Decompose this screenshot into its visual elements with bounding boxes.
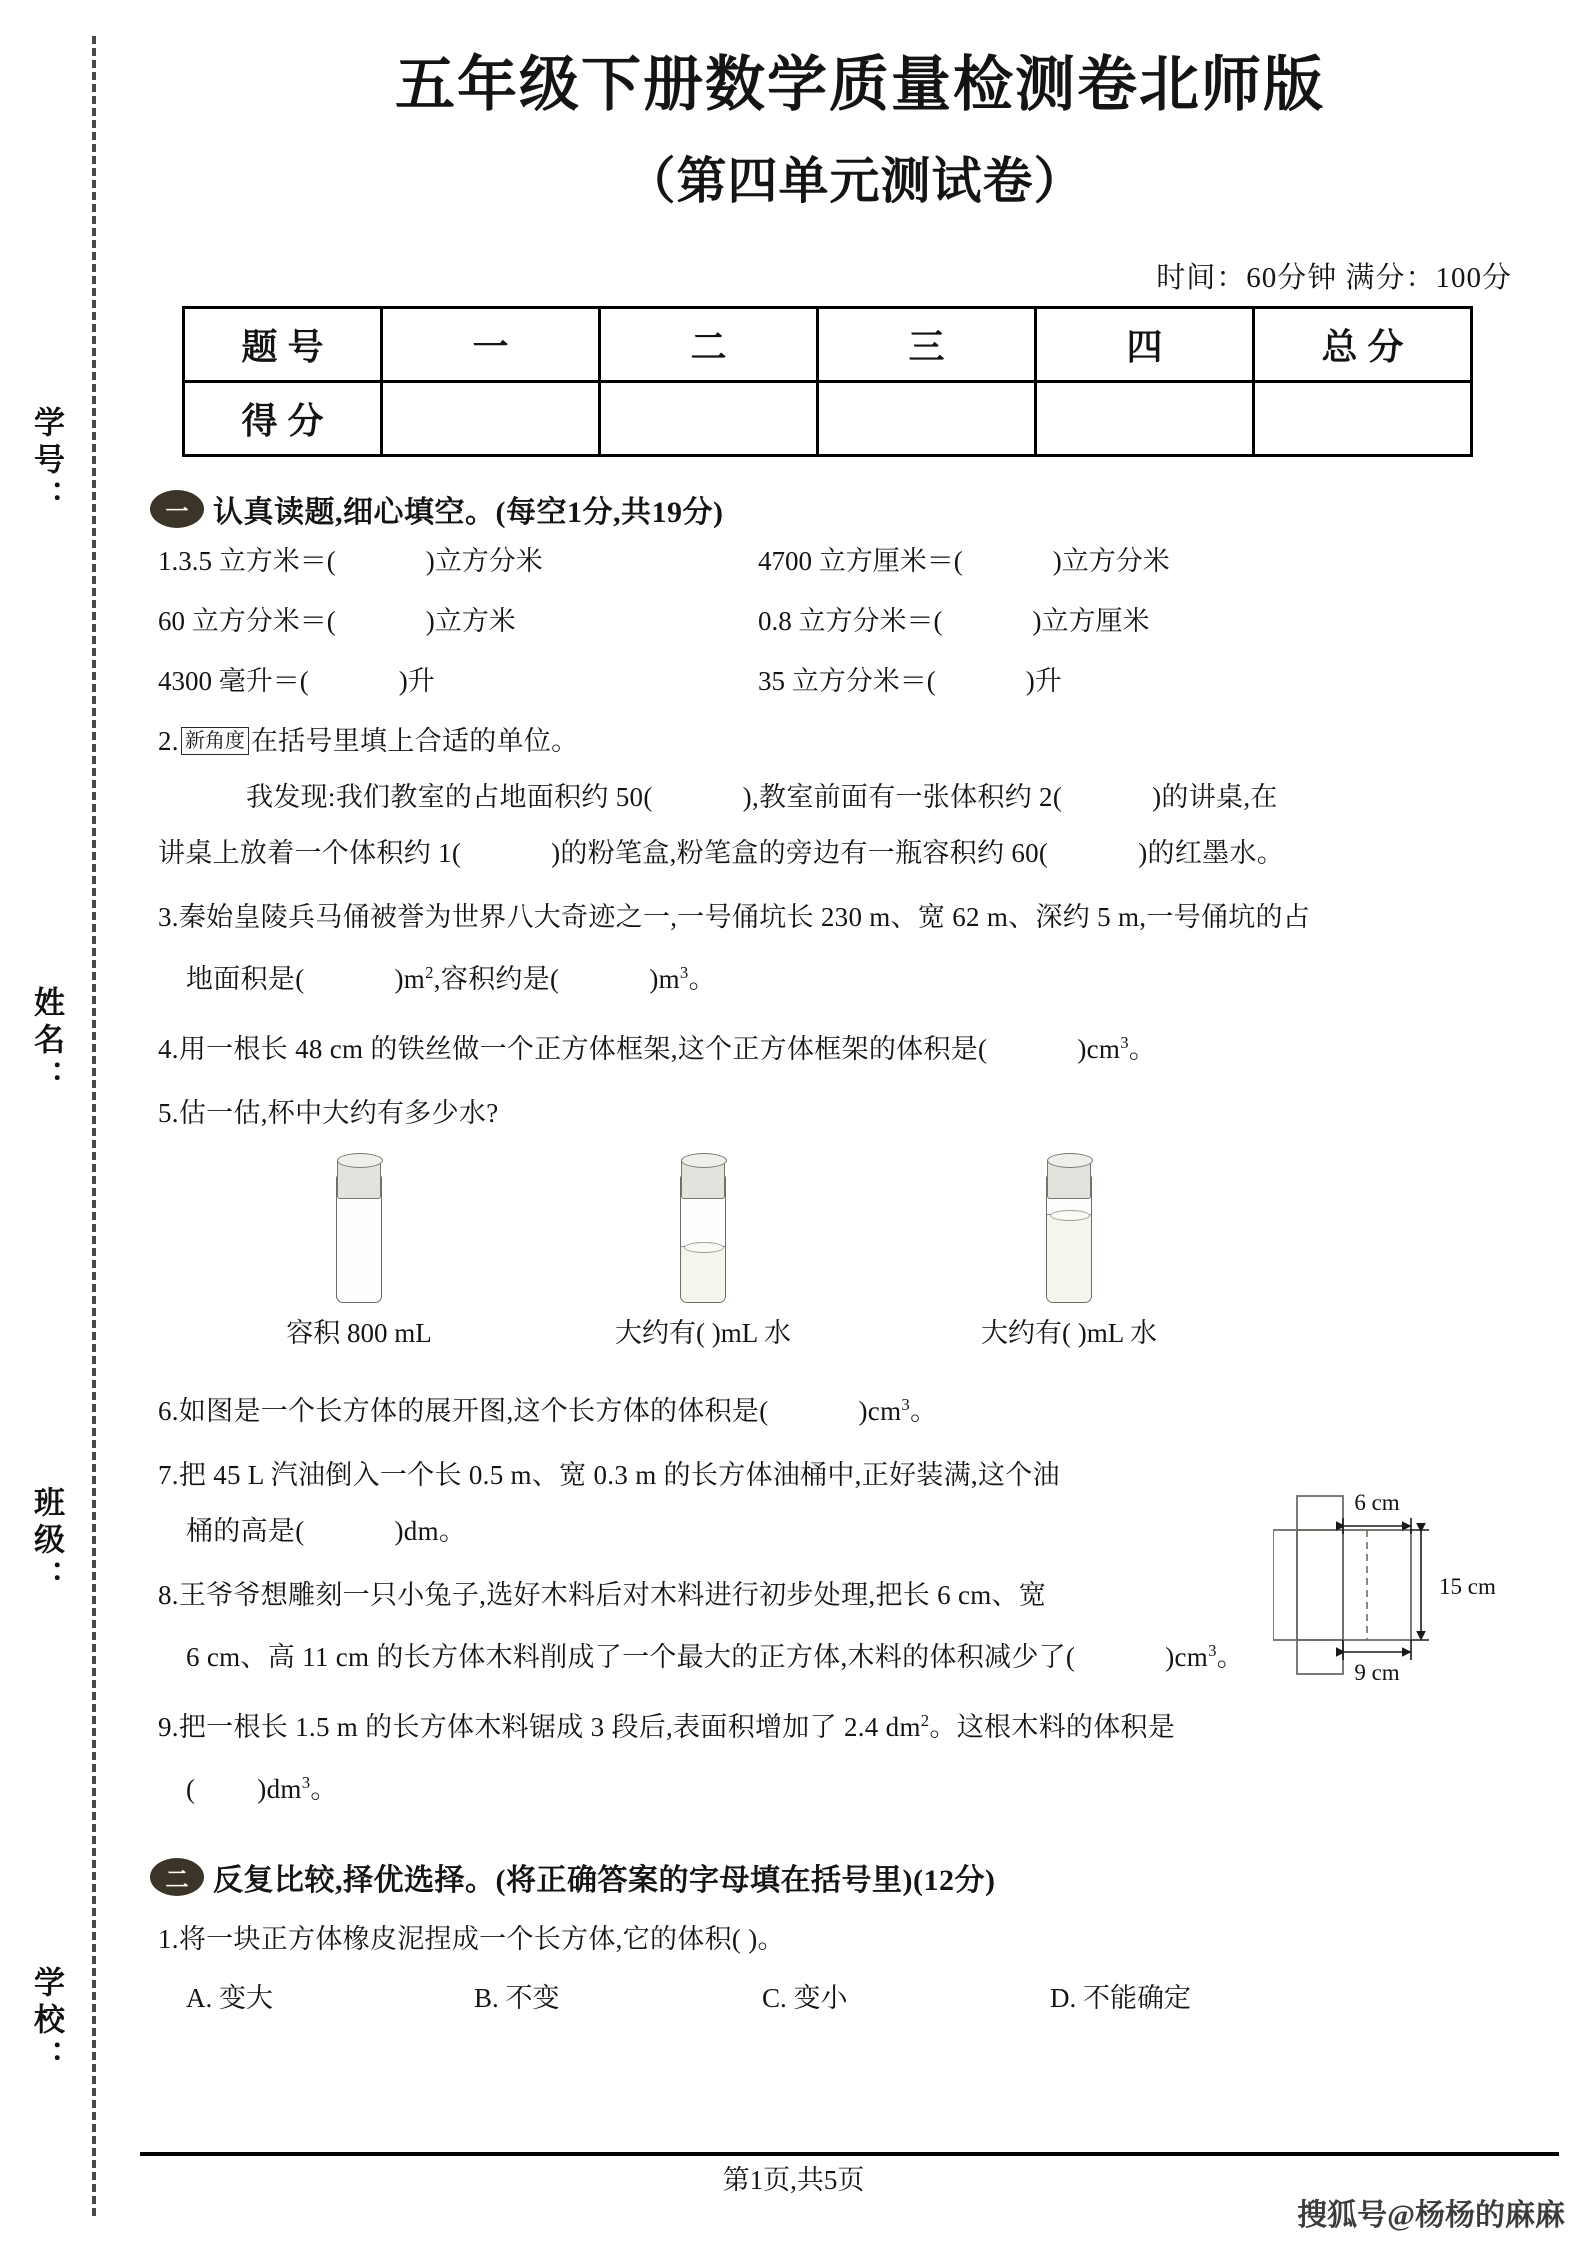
net-label-15cm: 15 cm [1439, 1574, 1496, 1599]
score-cell-4[interactable] [1254, 382, 1472, 456]
option-c[interactable]: C. 变小 [762, 1983, 848, 2014]
page-subtitle: （第四单元测试卷） [625, 153, 1085, 210]
question-9-line-1: 9.把一根长 1.5 m 的长方体木料锯成 3 段后,表面积增加了 2.4 $dm^2$。这根木料的体积是 [158, 1711, 1176, 1743]
bottle-3-cap [1047, 1159, 1091, 1199]
choice-question-1-options [140, 1973, 1560, 2023]
question-7-line-1: 7.把 45 L 汽油倒入一个长 0.5 m、宽 0.3 m 的长方体油桶中,正好装满,这个油 [158, 1460, 1060, 1491]
question-2-stem: 2. 新角度 在括号里填上合适的单位。 [158, 726, 579, 757]
bottle-2-caption: 大约有( )mL 水 [615, 1318, 791, 1349]
choice-question-1: 1.将一块正方体橡皮泥捏成一个长方体,它的体积( )。 [158, 1924, 785, 1955]
score-cell-0[interactable] [382, 382, 600, 456]
score-cell-1[interactable] [600, 382, 818, 456]
question-2 [140, 713, 1560, 881]
question-3 [140, 889, 1560, 1007]
score-cell-2[interactable] [818, 382, 1036, 456]
question-9-line-2: ( )$dm^3$。 [186, 1773, 338, 1805]
question-4: 4.用一根长 48 cm 的铁丝做一个正方体框架,这个正方体框架的体积是( )$cm^3$。 [158, 1033, 1157, 1065]
side-label-student-id: 学号： [29, 406, 64, 517]
question-1-item-2: 60 立方分米＝( )立方米 [158, 606, 516, 637]
bottle-3-caption: 大约有( )mL 水 [981, 1318, 1157, 1349]
score-table-col-1: 二 [600, 308, 818, 382]
section-title-one: 认真读题,细心填空。(每空1分,共19分) [213, 496, 724, 530]
question-tag-new-angle: 新角度 [181, 727, 249, 755]
dashed-cut-line [92, 36, 96, 2216]
watermark: 搜狐号@杨杨的麻麻 [1297, 2199, 1565, 2232]
section-heading-two [140, 1855, 1560, 1899]
question-3-line-2: 地面积是( )$m^2$,容积约是( )$m^3$。 [186, 963, 716, 995]
score-table-col-3: 四 [1036, 308, 1254, 382]
score-table-row-label-0: 题号 [184, 308, 382, 382]
bottle-2 [615, 1153, 791, 1349]
exam-content [140, 0, 1560, 2245]
side-label-name: 姓名： [29, 986, 64, 1097]
rectangular-prism-net-diagram [1273, 1488, 1573, 1703]
bottle-1 [286, 1153, 432, 1349]
bottle-1-caption: 容积 800 mL [286, 1318, 432, 1349]
section-title-two: 反复比较,择优选择。(将正确答案的字母填在括号里)(12分) [213, 1864, 996, 1898]
option-b[interactable]: B. 不变 [474, 1983, 560, 2014]
net-label-6cm: 6 cm [1354, 1490, 1400, 1515]
page-title: 五年级下册数学质量检测卷北师版 [395, 52, 1325, 118]
table-row-header [184, 308, 1472, 382]
score-table-col-4: 总分 [1254, 308, 1472, 382]
footer-divider [140, 2152, 1559, 2156]
footer-page-number: 第1页,共5页 [707, 2158, 881, 2197]
exam-meta: 时间：60分钟 满分：100分 [1156, 262, 1512, 295]
question-8-line-1: 8.王爷爷想雕刻一只小兔子,选好木料后对木料进行初步处理,把长 6 cm、宽 [158, 1580, 1047, 1611]
water-bottle-illustrations [140, 1153, 1560, 1349]
question-2-line-2: 讲桌上放着一个体积约 1( )的粉笔盒,粉笔盒的旁边有一瓶容积约 60( )的红墨水。 [158, 838, 1285, 869]
question-1-item-5: 35 立方分米＝( )升 [758, 666, 1062, 697]
score-table [182, 306, 1473, 457]
question-1-item-4: 4300 毫升＝( )升 [158, 666, 435, 697]
question-6: 6.如图是一个长方体的展开图,这个长方体的体积是( )$cm^3$。 [158, 1395, 938, 1427]
question-5: 5.估一估,杯中大约有多少水? [158, 1098, 499, 1129]
bottle-2-cap [681, 1159, 725, 1199]
question-1 [140, 537, 1560, 705]
bottle-1-cap [337, 1159, 381, 1199]
question-8-line-2: 6 cm、高 11 cm 的长方体木料削成了一个最大的正方体,木料的体积减少了( )$cm^3$。 [186, 1641, 1245, 1673]
score-cell-3[interactable] [1036, 382, 1254, 456]
question-1-item-0: 1.3.5 立方米＝( )立方分米 [158, 546, 543, 577]
score-table-row-label-1: 得分 [184, 382, 382, 456]
side-label-class: 班级： [29, 1486, 64, 1597]
section-heading-one [140, 487, 1560, 531]
bottle-3 [981, 1153, 1157, 1349]
option-d[interactable]: D. 不能确定 [1050, 1983, 1191, 2014]
section-badge-one: 一 [150, 490, 204, 528]
question-1-item-3: 0.8 立方分米＝( )立方厘米 [758, 606, 1150, 637]
option-a[interactable]: A. 变大 [186, 1983, 273, 2014]
question-7-line-2: 桶的高是( )dm。 [186, 1516, 467, 1547]
net-svg [1273, 1488, 1573, 1703]
bottle-3-water-level [1047, 1214, 1091, 1302]
bottle-2-water-level [681, 1246, 725, 1303]
net-label-9cm: 9 cm [1354, 1660, 1400, 1685]
score-table-col-0: 一 [382, 308, 600, 382]
question-2-line-1: 我发现:我们教室的占地面积约 50( ),教室前面有一张体积约 2( )的讲桌,在 [246, 782, 1278, 813]
student-info-labels [18, 36, 88, 2216]
side-label-school: 学校： [29, 1966, 64, 2077]
score-table-col-2: 三 [818, 308, 1036, 382]
question-1-num: 1. [158, 546, 179, 577]
table-row-scores [184, 382, 1472, 456]
question-3-line-1: 3.秦始皇陵兵马俑被誉为世界八大奇迹之一,一号俑坑长 230 m、宽 62 m、深约 5 m,一号俑坑的占 [158, 902, 1311, 933]
question-9 [140, 1693, 1560, 1817]
question-1-item-1: 4700 立方厘米＝( )立方分米 [758, 546, 1170, 577]
section-badge-two: 二 [150, 1858, 204, 1896]
